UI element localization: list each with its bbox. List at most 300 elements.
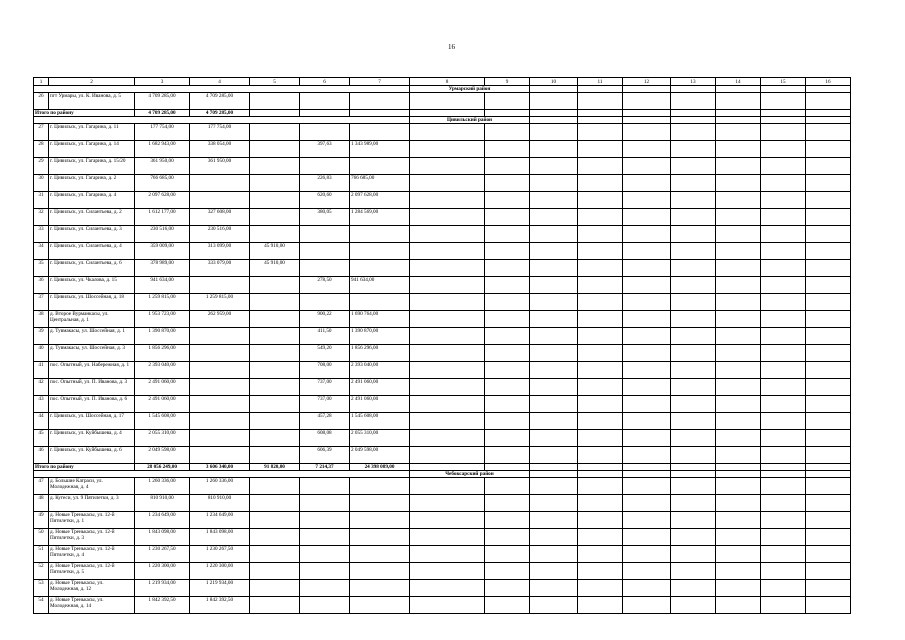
blank-cell — [623, 117, 671, 124]
value-cell-c6: 226,83 — [300, 175, 350, 192]
blank-cell — [578, 294, 623, 311]
row-number: 26 — [34, 93, 49, 110]
value-cell-c7 — [350, 546, 410, 563]
blank-cell — [761, 158, 806, 175]
blank-cell — [530, 311, 578, 328]
table-row — [34, 379, 851, 396]
blank-cell — [806, 141, 851, 158]
value-cell-c7: 1 390 870,00 — [350, 328, 410, 345]
value-cell-c4 — [190, 396, 250, 413]
table-row — [34, 495, 851, 512]
blank-cell — [716, 294, 761, 311]
value-cell-c6 — [300, 158, 350, 175]
value-cell-c6: 457,28 — [300, 413, 350, 430]
blank-cell — [530, 413, 578, 430]
blank-cell — [578, 86, 623, 93]
value-cell-c3: 177 754,00 — [135, 124, 190, 141]
blank-cell — [623, 580, 671, 597]
blank-cell — [761, 512, 806, 529]
blank-cell — [806, 209, 851, 226]
blank-cell — [578, 175, 623, 192]
blank-cell — [530, 529, 578, 546]
value-cell-c6 — [300, 563, 350, 580]
district-name: Чебоксарский район — [410, 471, 530, 478]
column-number-cell: 8 — [410, 78, 485, 86]
blank-cell — [578, 158, 623, 175]
blank-cell — [578, 209, 623, 226]
blank-cell — [530, 260, 578, 277]
value-cell-c4: 1 842 392,50 — [190, 597, 250, 614]
value-cell-c4 — [190, 447, 250, 464]
blank-cell — [761, 345, 806, 362]
blank-cell — [671, 243, 716, 260]
blank-cell — [671, 93, 716, 110]
blank-cell — [623, 478, 671, 495]
address-cell: г. Цивильск, ул. Гагарина, д. 14 — [49, 141, 135, 158]
blank-cell — [530, 396, 578, 413]
value-cell-c3: 1 390 870,00 — [135, 328, 190, 345]
row-number: 34 — [34, 243, 49, 260]
blank-cell — [806, 260, 851, 277]
blank-cell — [410, 413, 485, 430]
row-number: 40 — [34, 345, 49, 362]
table-row — [34, 529, 851, 546]
blank-cell — [578, 580, 623, 597]
value-cell-c7 — [350, 478, 410, 495]
column-number-cell: 9 — [485, 78, 530, 86]
table-row — [34, 175, 851, 192]
value-cell-c6 — [300, 124, 350, 141]
blank-cell — [671, 345, 716, 362]
column-number-cell: 12 — [623, 78, 671, 86]
value-cell-c3: 2 393 040,00 — [135, 362, 190, 379]
table-row — [34, 277, 851, 294]
blank-cell — [485, 478, 530, 495]
blank-cell — [485, 447, 530, 464]
blank-cell — [623, 86, 671, 93]
value-cell-c4: 1 220 300,00 — [190, 563, 250, 580]
table-row — [34, 478, 851, 495]
table-row — [34, 243, 851, 260]
value-cell-c5 — [250, 580, 300, 597]
blank-cell — [671, 563, 716, 580]
total-value-c3: 4 709 285,00 — [135, 110, 190, 117]
value-cell-c6 — [300, 226, 350, 243]
blank-cell — [806, 192, 851, 209]
district-name: Урмарский район — [410, 86, 530, 93]
address-cell: г. Цивильск, ул. Шоссейная, д. 18 — [49, 294, 135, 311]
value-cell-c6 — [300, 580, 350, 597]
blank-cell — [671, 471, 716, 478]
blank-cell — [485, 580, 530, 597]
blank-cell — [671, 294, 716, 311]
blank-cell — [410, 379, 485, 396]
blank-cell — [716, 495, 761, 512]
district-row — [34, 86, 851, 93]
table-row — [34, 345, 851, 362]
blank-cell — [671, 328, 716, 345]
blank-cell — [623, 413, 671, 430]
blank-cell — [578, 396, 623, 413]
value-cell-c3: 2 049 598,00 — [135, 447, 190, 464]
blank-cell — [410, 311, 485, 328]
blank-cell — [530, 597, 578, 614]
blank-cell — [761, 226, 806, 243]
value-cell-c6 — [300, 260, 350, 277]
value-cell-c4: 230 516,00 — [190, 226, 250, 243]
value-cell-c5 — [250, 563, 300, 580]
value-cell-c7: 1 545 608,00 — [350, 413, 410, 430]
value-cell-c5 — [250, 512, 300, 529]
blank-cell — [410, 328, 485, 345]
value-cell-c5 — [250, 209, 300, 226]
blank-cell — [806, 243, 851, 260]
blank-cell — [485, 192, 530, 209]
district-row — [34, 471, 851, 478]
value-cell-c7 — [350, 495, 410, 512]
blank-cell — [716, 141, 761, 158]
blank-cell — [671, 260, 716, 277]
blank-cell — [623, 294, 671, 311]
blank-cell — [761, 546, 806, 563]
address-cell: г. Цивильск, ул. Силантьева, д. 6 — [49, 260, 135, 277]
value-cell-c7 — [350, 580, 410, 597]
blank-cell — [410, 580, 485, 597]
blank-cell — [530, 478, 578, 495]
address-cell: г. Цивильск, ул. Гагарина, д. 2 — [49, 175, 135, 192]
address-cell: д. Новые Тренькасы, ул. 12-й Пятилетки, д. 3 — [49, 529, 135, 546]
blank-cell — [716, 546, 761, 563]
blank-cell — [761, 192, 806, 209]
blank-cell — [623, 546, 671, 563]
blank-cell — [671, 110, 716, 117]
blank-cell — [578, 311, 623, 328]
blank-cell — [410, 243, 485, 260]
blank-cell — [578, 260, 623, 277]
value-cell-c5 — [250, 546, 300, 563]
value-cell-c7: 2 393 040,00 — [350, 362, 410, 379]
blank-cell — [34, 471, 410, 478]
blank-cell — [34, 86, 410, 93]
blank-cell — [761, 93, 806, 110]
row-number: 28 — [34, 141, 49, 158]
blank-cell — [806, 277, 851, 294]
value-cell-c4: 1 219 934,00 — [190, 580, 250, 597]
blank-cell — [485, 110, 530, 117]
column-number-cell: 7 — [350, 78, 410, 86]
value-cell-c3: 1 234 649,00 — [135, 512, 190, 529]
blank-cell — [671, 311, 716, 328]
column-number-cell: 15 — [761, 78, 806, 86]
blank-cell — [671, 86, 716, 93]
blank-cell — [530, 86, 578, 93]
blank-cell — [806, 93, 851, 110]
blank-cell — [806, 311, 851, 328]
value-cell-c6: 737,00 — [300, 396, 350, 413]
table-row — [34, 141, 851, 158]
blank-cell — [485, 124, 530, 141]
blank-cell — [716, 464, 761, 471]
blank-cell — [530, 117, 578, 124]
value-cell-c5 — [250, 311, 300, 328]
value-cell-c7: 1 856 296,00 — [350, 345, 410, 362]
blank-cell — [806, 124, 851, 141]
blank-cell — [716, 379, 761, 396]
address-cell: д. Кугеси, ул. 9 Пятилетки, д. 3 — [49, 495, 135, 512]
blank-cell — [410, 529, 485, 546]
blank-cell — [485, 277, 530, 294]
value-cell-c5 — [250, 192, 300, 209]
blank-cell — [671, 447, 716, 464]
value-cell-c5: 45 910,00 — [250, 243, 300, 260]
address-cell: пос. Опытный, ул. П. Иванова, д. 6 — [49, 396, 135, 413]
value-cell-c4: 1 234 649,00 — [190, 512, 250, 529]
blank-cell — [530, 580, 578, 597]
value-cell-c7: 2 491 060,00 — [350, 396, 410, 413]
blank-cell — [716, 192, 761, 209]
blank-cell — [578, 379, 623, 396]
blank-cell — [578, 413, 623, 430]
row-number: 48 — [34, 495, 49, 512]
address-cell: г. Цивильск, ул. Шоссейная, д. 17 — [49, 413, 135, 430]
table-row — [34, 597, 851, 614]
blank-cell — [530, 209, 578, 226]
table-row — [34, 580, 851, 597]
blank-cell — [623, 110, 671, 117]
value-cell-c5 — [250, 597, 300, 614]
value-cell-c4 — [190, 430, 250, 447]
value-cell-c6 — [300, 597, 350, 614]
blank-cell — [485, 141, 530, 158]
value-cell-c3: 378 989,00 — [135, 260, 190, 277]
blank-cell — [671, 124, 716, 141]
blank-cell — [485, 226, 530, 243]
value-cell-c3: 941 634,00 — [135, 277, 190, 294]
blank-cell — [578, 328, 623, 345]
value-cell-c7 — [350, 512, 410, 529]
value-cell-c3: 230 516,00 — [135, 226, 190, 243]
table-row — [34, 563, 851, 580]
row-number: 42 — [34, 379, 49, 396]
blank-cell — [623, 124, 671, 141]
blank-cell — [530, 512, 578, 529]
blank-cell — [578, 478, 623, 495]
value-cell-c4 — [190, 328, 250, 345]
column-number-cell: 3 — [135, 78, 190, 86]
blank-cell — [806, 379, 851, 396]
address-cell: г. Цивильск, ул. Гагарина, д. 4 — [49, 192, 135, 209]
value-cell-c5 — [250, 495, 300, 512]
blank-cell — [671, 396, 716, 413]
blank-cell — [410, 563, 485, 580]
value-cell-c6: 606,39 — [300, 447, 350, 464]
table-row — [34, 512, 851, 529]
row-number: 35 — [34, 260, 49, 277]
blank-cell — [716, 117, 761, 124]
blank-cell — [761, 430, 806, 447]
blank-cell — [485, 563, 530, 580]
blank-cell — [485, 362, 530, 379]
blank-cell — [530, 141, 578, 158]
value-cell-c5 — [250, 478, 300, 495]
total-value-c5: 91 820,00 — [250, 464, 300, 471]
blank-cell — [530, 192, 578, 209]
blank-cell — [530, 226, 578, 243]
blank-cell — [485, 546, 530, 563]
blank-cell — [485, 495, 530, 512]
address-cell: д. Второе Вурманкасы, ул. Центральная, д. 1 — [49, 311, 135, 328]
value-cell-c4 — [190, 345, 250, 362]
address-cell: д. Новые Тренькасы, ул. 12-й Пятилетки, д. 4 — [49, 546, 135, 563]
value-cell-c4: 1 230 267,50 — [190, 546, 250, 563]
row-number: 43 — [34, 396, 49, 413]
value-cell-c3: 1 682 943,00 — [135, 141, 190, 158]
value-cell-c6: 708,00 — [300, 362, 350, 379]
row-number: 50 — [34, 529, 49, 546]
value-cell-c4: 1 259 815,00 — [190, 294, 250, 311]
value-cell-c5 — [250, 396, 300, 413]
blank-cell — [671, 226, 716, 243]
blank-cell — [806, 563, 851, 580]
row-number: 51 — [34, 546, 49, 563]
total-label: Итого по району — [34, 464, 135, 471]
value-cell-c3: 810 910,00 — [135, 495, 190, 512]
blank-cell — [806, 430, 851, 447]
value-cell-c4 — [190, 277, 250, 294]
blank-cell — [623, 379, 671, 396]
district-total-row — [34, 110, 851, 117]
address-cell: д. Тувмакасы, ул. Шоссейная, д. 3 — [49, 345, 135, 362]
row-number: 37 — [34, 294, 49, 311]
blank-cell — [623, 430, 671, 447]
address-cell: д. Новые Тренькасы, ул. 12-й Пятилетки, д. 1 — [49, 512, 135, 529]
value-cell-c7 — [350, 243, 410, 260]
row-number: 45 — [34, 430, 49, 447]
value-cell-c3: 2 491 060,00 — [135, 379, 190, 396]
blank-cell — [410, 362, 485, 379]
value-cell-c7 — [350, 260, 410, 277]
row-number: 47 — [34, 478, 49, 495]
blank-cell — [623, 471, 671, 478]
row-number: 31 — [34, 192, 49, 209]
address-cell: г. Цивильск, ул. Гагарина, д. 11 — [49, 124, 135, 141]
blank-cell — [623, 192, 671, 209]
blank-cell — [716, 580, 761, 597]
value-cell-c3: 1 856 296,00 — [135, 345, 190, 362]
blank-cell — [578, 563, 623, 580]
blank-cell — [806, 512, 851, 529]
blank-cell — [671, 117, 716, 124]
blank-cell — [530, 563, 578, 580]
value-cell-c3: 2 491 060,00 — [135, 396, 190, 413]
value-cell-c5 — [250, 328, 300, 345]
blank-cell — [530, 175, 578, 192]
blank-cell — [671, 478, 716, 495]
blank-cell — [806, 328, 851, 345]
blank-cell — [410, 110, 485, 117]
blank-cell — [485, 345, 530, 362]
value-cell-c5 — [250, 430, 300, 447]
total-value-c3: 28 056 249,00 — [135, 464, 190, 471]
blank-cell — [578, 447, 623, 464]
column-number-cell: 10 — [530, 78, 578, 86]
value-cell-c7: 2 097 628,00 — [350, 192, 410, 209]
blank-cell — [806, 546, 851, 563]
value-cell-c3: 1 230 267,50 — [135, 546, 190, 563]
blank-cell — [806, 529, 851, 546]
blank-cell — [578, 226, 623, 243]
value-cell-c5 — [250, 175, 300, 192]
blank-cell — [623, 362, 671, 379]
blank-cell — [806, 580, 851, 597]
blank-cell — [761, 396, 806, 413]
blank-cell — [578, 192, 623, 209]
address-cell: д. Новые Тренькасы, ул. Молодежная, д. 12 — [49, 580, 135, 597]
table-row — [34, 294, 851, 311]
blank-cell — [806, 110, 851, 117]
value-cell-c7: 2 049 598,00 — [350, 447, 410, 464]
value-cell-c6: 608,08 — [300, 430, 350, 447]
blank-cell — [623, 158, 671, 175]
blank-cell — [671, 597, 716, 614]
value-cell-c7 — [350, 563, 410, 580]
blank-cell — [761, 471, 806, 478]
row-number: 41 — [34, 362, 49, 379]
blank-cell — [410, 345, 485, 362]
blank-cell — [806, 413, 851, 430]
table-row — [34, 158, 851, 175]
value-cell-c4: 810 910,00 — [190, 495, 250, 512]
address-cell: д. Новые Тренькасы, ул. Молодежная, д. 14 — [49, 597, 135, 614]
address-cell: г. Цивильск, ул. Силантьева, д. 3 — [49, 226, 135, 243]
blank-cell — [761, 277, 806, 294]
blank-cell — [578, 110, 623, 117]
blank-cell — [671, 464, 716, 471]
blank-cell — [671, 192, 716, 209]
table-row — [34, 546, 851, 563]
value-cell-c7: 1 690 764,00 — [350, 311, 410, 328]
blank-cell — [410, 192, 485, 209]
blank-cell — [410, 447, 485, 464]
blank-cell — [716, 110, 761, 117]
value-cell-c5 — [250, 226, 300, 243]
blank-cell — [761, 175, 806, 192]
blank-cell — [806, 478, 851, 495]
district-row — [34, 117, 851, 124]
blank-cell — [485, 260, 530, 277]
blank-cell — [410, 93, 485, 110]
value-cell-c7: 1 343 989,00 — [350, 141, 410, 158]
blank-cell — [485, 464, 530, 471]
total-value-c4: 3 606 340,00 — [190, 464, 250, 471]
table-row — [34, 93, 851, 110]
blank-cell — [530, 294, 578, 311]
value-cell-c7: 766 685,00 — [350, 175, 410, 192]
total-value-c6 — [300, 110, 350, 117]
blank-cell — [623, 597, 671, 614]
column-number-cell: 13 — [671, 78, 716, 86]
blank-cell — [410, 277, 485, 294]
total-label: Итого по району — [34, 110, 135, 117]
blank-cell — [671, 495, 716, 512]
blank-cell — [530, 447, 578, 464]
blank-cell — [671, 141, 716, 158]
blank-cell — [410, 478, 485, 495]
address-cell: д. Тувмакасы, ул. Шоссейная, д. 1 — [49, 328, 135, 345]
blank-cell — [671, 175, 716, 192]
value-cell-c6 — [300, 529, 350, 546]
value-cell-c5 — [250, 141, 300, 158]
